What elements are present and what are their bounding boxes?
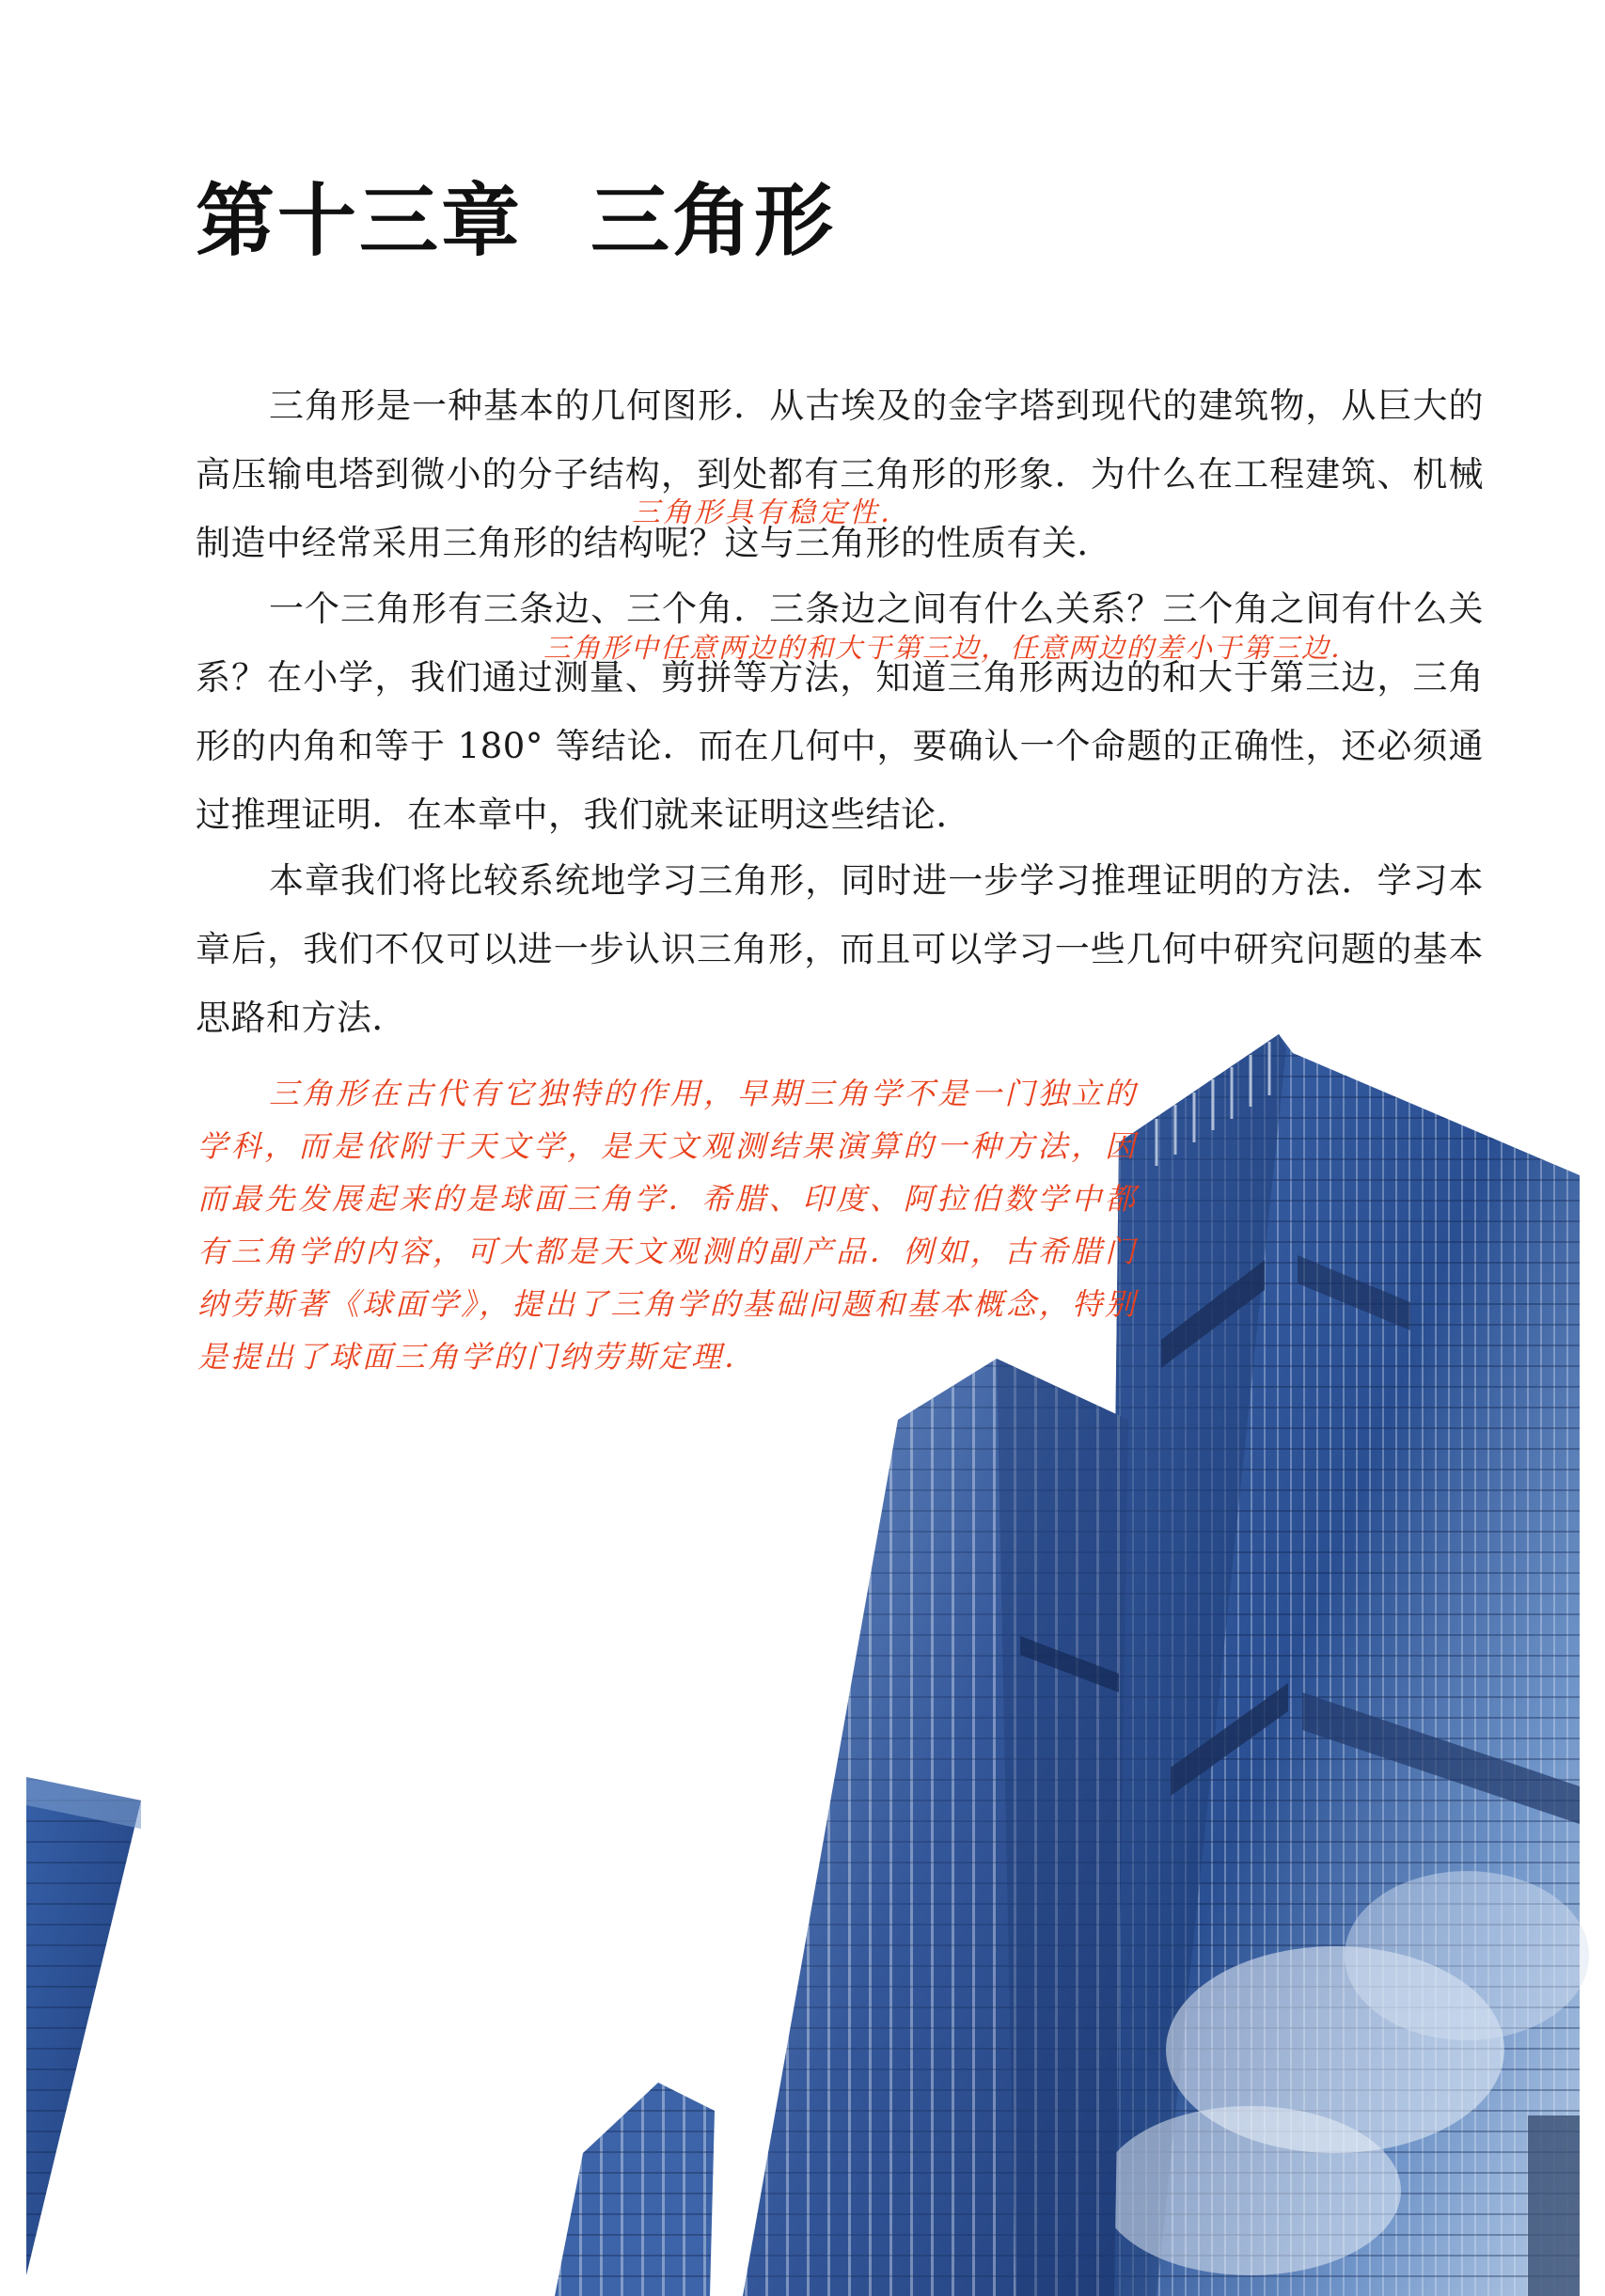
intro-paragraph: 一个三角形有三条边、三个角．三条边之间有什么关系？三个角之间有什么关系？在小学，我们通过测量、剪拼等方法，知道三角形两边的和大于第三边，三角形的内角和等于 180° 等结论．而在几何中，要确认一个命题的正确性，还必须通过推理证明．在本章中，我们就来证明这些结论． [196, 589, 1484, 835]
chapter-title [196, 158, 836, 272]
intro-paragraph: 三角形是一种基本的几何图形．从古埃及的金字塔到现代的建筑物，从巨大的高压输电塔到微小的分子结构，到处都有三角形的形象．为什么在工程建筑、机械制造中经常采用三角形的结构呢？这与三角形的性质有关． [196, 385, 1484, 563]
handwritten-note-history: 三角形在古代有它独特的作用，早期三角学不是一门独立的学科，而是依附于天文学，是天文观测结果演算的一种方法，因而最先发展起来的是球面三角学．希腊、印度、阿拉伯数学中都有三角学的内容，可大都是天文观测的副产品．例如，古希腊门纳劳斯著《球面学》，提出了三角学的基础问题和基本概念，特别是提出了球面三角学的门纳劳斯定理． [197, 1076, 1138, 1375]
chapter-name: 三角形 [590, 175, 837, 267]
chapter-number: 第十三章 [196, 175, 524, 267]
handwritten-note-sides: 三角形中任意两边的和大于第三边，任意两边的差小于第三边． [543, 632, 1361, 664]
handwritten-note-stability: 三角形具有稳定性． [632, 496, 911, 529]
chapter-intro [196, 371, 1484, 1048]
intro-paragraph: 本章我们将比较系统地学习三角形，同时进一步学习推理证明的方法．学习本章后，我们不仅可以进一步认识三角形，而且可以学习一些几何中研究问题的基本思路和方法． [196, 860, 1484, 1038]
